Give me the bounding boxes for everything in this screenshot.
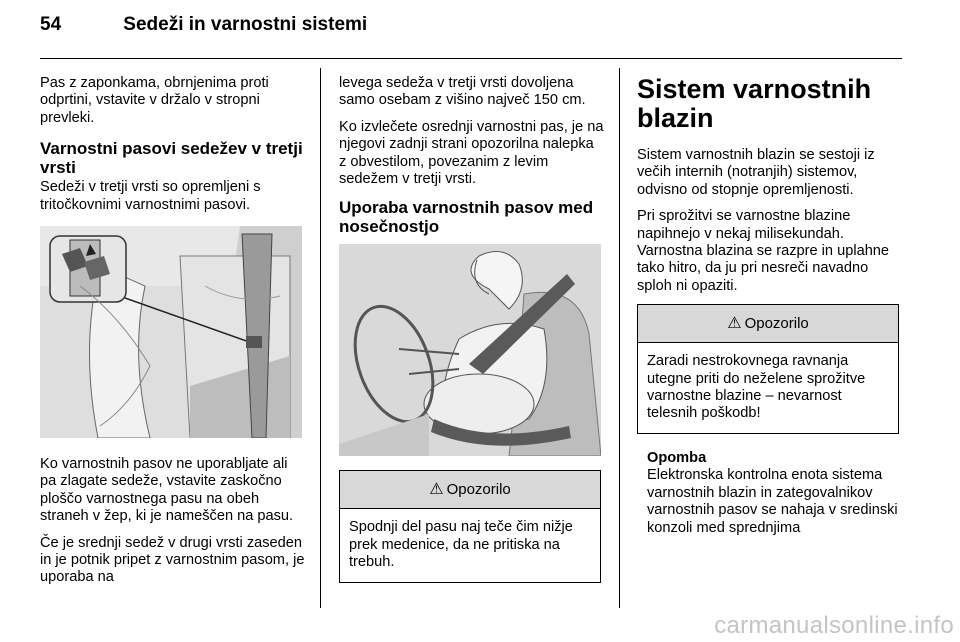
heading-airbag-system: Sistem varnostnih blazin xyxy=(637,74,872,133)
warning-title: Opozorilo xyxy=(744,315,809,333)
paragraph-belt-pocket: Ko varnostnih pasov ne uporabljate ali pa zlagate sedeže, vstavite zaskočno ploščo varnostnega pasu na obeh straneh v žep, ki je nameščen na pasu. xyxy=(40,456,294,525)
warning-text: Zaradi nestrokovnega ravnanja utegne priti do neželene sprožitve varnostne blazine – nevarnost telesnih poškodb! xyxy=(647,353,866,422)
warning-triangle-icon: ⚠ xyxy=(727,315,742,333)
seat-belt-image xyxy=(40,226,302,438)
column-divider-1 xyxy=(320,68,321,608)
paragraph-airbag-intro: Sistem varnostnih blazin se sestoji iz večih internih (notranjih) sistemov, odvisno od stopnje opremljenosti. xyxy=(637,147,875,198)
warning-header xyxy=(638,305,898,343)
watermark: carmanualsonline.info xyxy=(714,612,954,639)
column-2 xyxy=(339,75,605,583)
column-divider-2 xyxy=(619,68,620,608)
column-3 xyxy=(637,75,903,537)
paragraph-airbag-deploy: Pri sprožitvi se varnostne blazine napihnejo v nekaj milisekundah. Varnostna blazina se razpre in uplahne tako hitro, da ju pri nesreči navadno sploh ni opaziti. xyxy=(637,208,890,294)
paragraph-height-limit: levega sedeža v tretji vrsti dovoljena samo osebam z višino največ 150 cm. xyxy=(339,75,586,109)
paragraph-third-row-intro: Sedeži v tretji vrsti so opremljeni s tritočkovnimi varnostnimi pasovi. xyxy=(40,179,261,213)
paragraph-warning-label: Ko izvlečete osrednji varnostni pas, je na njegovi zadnji strani opozorilna nalepka z obvestilom, povezanim z levim sedežem v tretji vrsti. xyxy=(339,118,604,188)
column-1 xyxy=(40,75,306,596)
paragraph-middle-seat: Če je srednji sedež v drugi vrsti zaseden in je potnik pripet z varnostnim pasom, je uporaba na xyxy=(40,534,305,586)
pregnancy-belt-illustration xyxy=(339,244,601,456)
paragraph-belt-stowing: Pas z zaponkama, obrnjenima proti odprtini, vstavite v držalo v stropni prevleki. xyxy=(40,75,269,126)
note-title: Opomba xyxy=(647,449,707,466)
heading-third-row-belts: Varnostni pasovi sedežev v tretji vrsti xyxy=(40,139,303,178)
third-row-belt-illustration xyxy=(40,226,302,438)
warning-text: Spodnji del pasu naj teče čim nižje prek medenice, da ne pritiska na trebuh. xyxy=(349,519,573,571)
chapter-title: Sedeži in varnostni sistemi xyxy=(123,14,368,35)
note-block xyxy=(647,450,903,537)
warning-title: Opozorilo xyxy=(446,481,511,499)
note-text: Elektronska kontrolna enota sistema varnostnih blazin in zategovalnikov varnostnih pasov se nahaja v sredinski konzoli med sprednjima xyxy=(647,467,898,536)
warning-box-airbag xyxy=(637,304,899,434)
heading-pregnancy-belts: Uporaba varnostnih pasov med nosečnostjo xyxy=(339,198,594,237)
warning-header xyxy=(340,471,600,509)
warning-box-pregnancy xyxy=(339,470,601,582)
header-rule xyxy=(40,58,902,59)
page-number: 54 xyxy=(40,14,62,35)
warning-triangle-icon: ⚠ xyxy=(429,481,444,499)
page-header xyxy=(40,14,367,36)
pregnant-driver-image xyxy=(339,244,601,456)
